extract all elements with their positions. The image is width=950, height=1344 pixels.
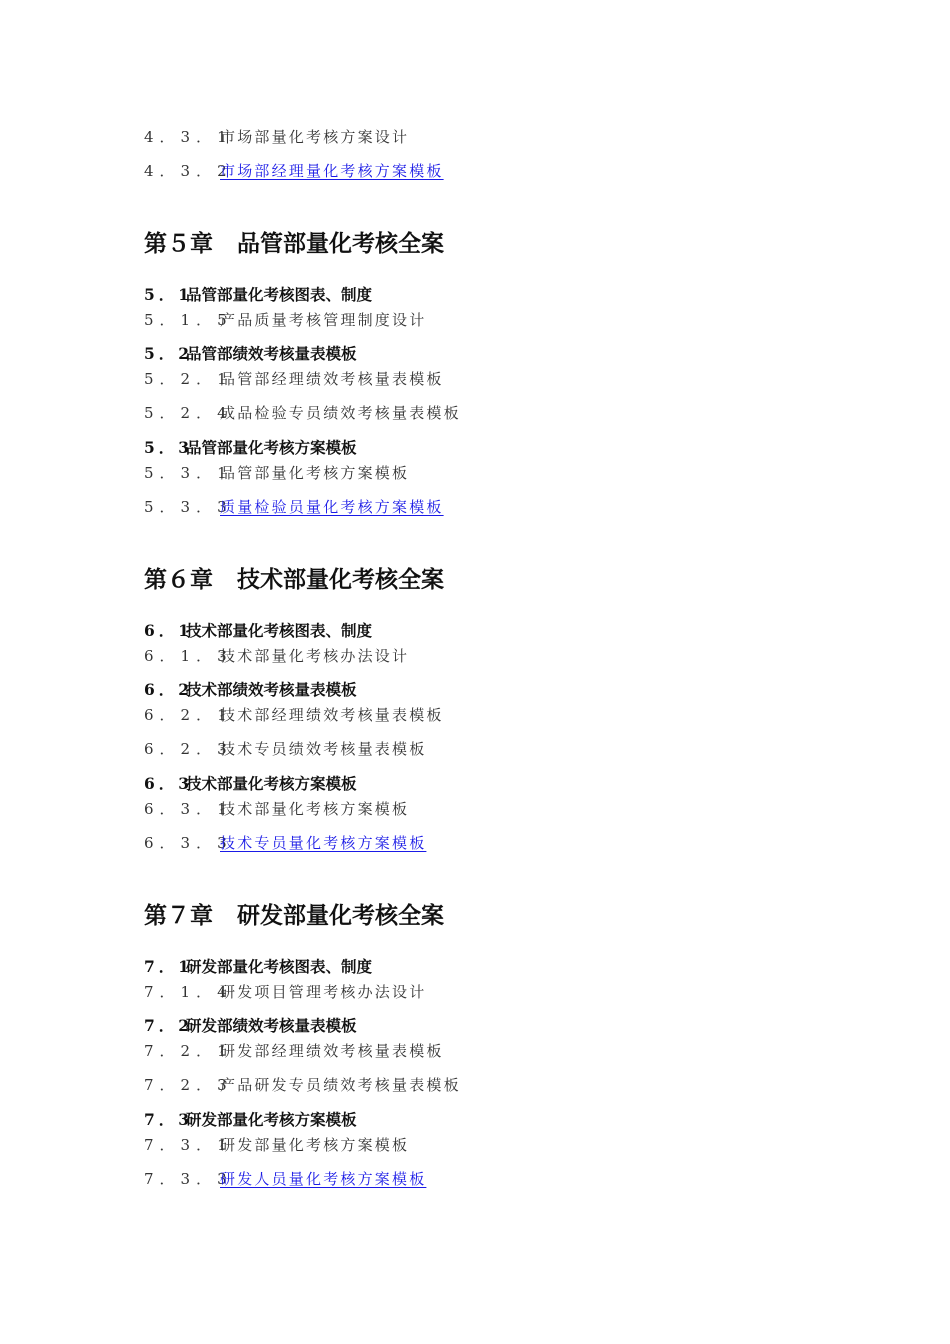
item-number: 5．2．1 bbox=[144, 370, 233, 388]
item-link[interactable]: 研发人员量化考核方案模板 bbox=[220, 1170, 427, 1188]
item-title: 研发项目管理考核办法设计 bbox=[220, 983, 427, 1001]
item-number: 7．3．1 bbox=[144, 1136, 233, 1154]
section-heading bbox=[144, 287, 372, 303]
item-link[interactable]: 市场部经理量化考核方案模板 bbox=[220, 162, 444, 180]
section-heading bbox=[144, 1018, 357, 1034]
chapter-heading bbox=[144, 568, 444, 591]
toc-item[interactable] bbox=[144, 164, 444, 179]
item-number: 6．2．1 bbox=[144, 706, 233, 724]
chapter-number: 第７章 bbox=[144, 902, 213, 929]
toc-item bbox=[144, 708, 444, 723]
item-number: 6．2．3 bbox=[144, 740, 233, 758]
section-number: 6．1 bbox=[144, 621, 194, 640]
toc-item bbox=[144, 406, 461, 421]
item-title: 品管部量化考核方案模板 bbox=[220, 464, 410, 482]
section-heading bbox=[144, 776, 357, 792]
toc-item bbox=[144, 372, 444, 387]
toc-item[interactable] bbox=[144, 1172, 426, 1187]
item-number: 7．1．4 bbox=[144, 983, 233, 1001]
section-title: 技术部量化考核方案模板 bbox=[186, 774, 357, 793]
item-number: 5．2．4 bbox=[144, 404, 233, 422]
chapter-number: 第５章 bbox=[144, 230, 213, 257]
chapter-heading bbox=[144, 232, 444, 255]
item-title: 产品研发专员绩效考核量表模板 bbox=[220, 1076, 461, 1094]
toc-item bbox=[144, 466, 409, 481]
section-heading bbox=[144, 1112, 357, 1128]
item-number: 7．2．3 bbox=[144, 1076, 233, 1094]
section-title: 研发部绩效考核量表模板 bbox=[186, 1016, 357, 1035]
item-title: 技术部经理绩效考核量表模板 bbox=[220, 706, 444, 724]
item-number: 7．3．3 bbox=[144, 1170, 233, 1188]
section-number: 6．2 bbox=[144, 680, 194, 699]
section-number: 6．3 bbox=[144, 774, 194, 793]
item-number: 4．3．1 bbox=[144, 128, 233, 146]
section-number: 7．1 bbox=[144, 957, 194, 976]
item-number: 5．1．5 bbox=[144, 311, 233, 329]
item-title: 技术专员绩效考核量表模板 bbox=[220, 740, 427, 758]
chapter-title: 研发部量化考核全案 bbox=[237, 902, 444, 929]
section-title: 技术部绩效考核量表模板 bbox=[186, 680, 357, 699]
item-number: 6．3．3 bbox=[144, 834, 233, 852]
toc-item bbox=[144, 130, 409, 145]
item-title: 技术部量化考核方案模板 bbox=[220, 800, 410, 818]
section-heading bbox=[144, 440, 357, 456]
item-number: 6．3．1 bbox=[144, 800, 233, 818]
item-number: 5．3．1 bbox=[144, 464, 233, 482]
item-title: 成品检验专员绩效考核量表模板 bbox=[220, 404, 461, 422]
section-title: 品管部量化考核图表、制度 bbox=[186, 285, 373, 304]
item-title: 技术部量化考核办法设计 bbox=[220, 647, 410, 665]
section-number: 7．3 bbox=[144, 1110, 194, 1129]
toc-item bbox=[144, 802, 409, 817]
item-title: 研发部经理绩效考核量表模板 bbox=[220, 1042, 444, 1060]
toc-item bbox=[144, 742, 426, 757]
item-number: 5．3．3 bbox=[144, 498, 233, 516]
toc-item bbox=[144, 1044, 444, 1059]
toc-item[interactable] bbox=[144, 500, 444, 515]
section-title: 品管部量化考核方案模板 bbox=[186, 438, 357, 457]
item-title: 研发部量化考核方案模板 bbox=[220, 1136, 410, 1154]
section-title: 研发部量化考核方案模板 bbox=[186, 1110, 357, 1129]
toc-item bbox=[144, 313, 426, 328]
chapter-title: 技术部量化考核全案 bbox=[237, 566, 444, 593]
chapter-number: 第６章 bbox=[144, 566, 213, 593]
item-link[interactable]: 技术专员量化考核方案模板 bbox=[220, 834, 427, 852]
section-title: 品管部绩效考核量表模板 bbox=[186, 344, 357, 363]
section-title: 技术部量化考核图表、制度 bbox=[186, 621, 373, 640]
item-number: 7．2．1 bbox=[144, 1042, 233, 1060]
item-title: 产品质量考核管理制度设计 bbox=[220, 311, 427, 329]
section-heading bbox=[144, 346, 357, 362]
section-title: 研发部量化考核图表、制度 bbox=[186, 957, 373, 976]
chapter-title: 品管部量化考核全案 bbox=[237, 230, 444, 257]
section-heading bbox=[144, 959, 372, 975]
toc-item bbox=[144, 1078, 461, 1093]
chapter-heading bbox=[144, 904, 444, 927]
item-link[interactable]: 质量检验员量化考核方案模板 bbox=[220, 498, 444, 516]
toc-item bbox=[144, 985, 426, 1000]
toc-item[interactable] bbox=[144, 836, 426, 851]
item-number: 6．1．3 bbox=[144, 647, 233, 665]
section-number: 5．1 bbox=[144, 285, 194, 304]
toc-item bbox=[144, 1138, 409, 1153]
section-heading bbox=[144, 682, 357, 698]
section-heading bbox=[144, 623, 372, 639]
section-number: 5．2 bbox=[144, 344, 194, 363]
item-number: 4．3．2 bbox=[144, 162, 233, 180]
toc-item bbox=[144, 649, 409, 664]
section-number: 7．2 bbox=[144, 1016, 194, 1035]
item-title: 市场部量化考核方案设计 bbox=[220, 128, 410, 146]
item-title: 品管部经理绩效考核量表模板 bbox=[220, 370, 444, 388]
section-number: 5．3 bbox=[144, 438, 194, 457]
